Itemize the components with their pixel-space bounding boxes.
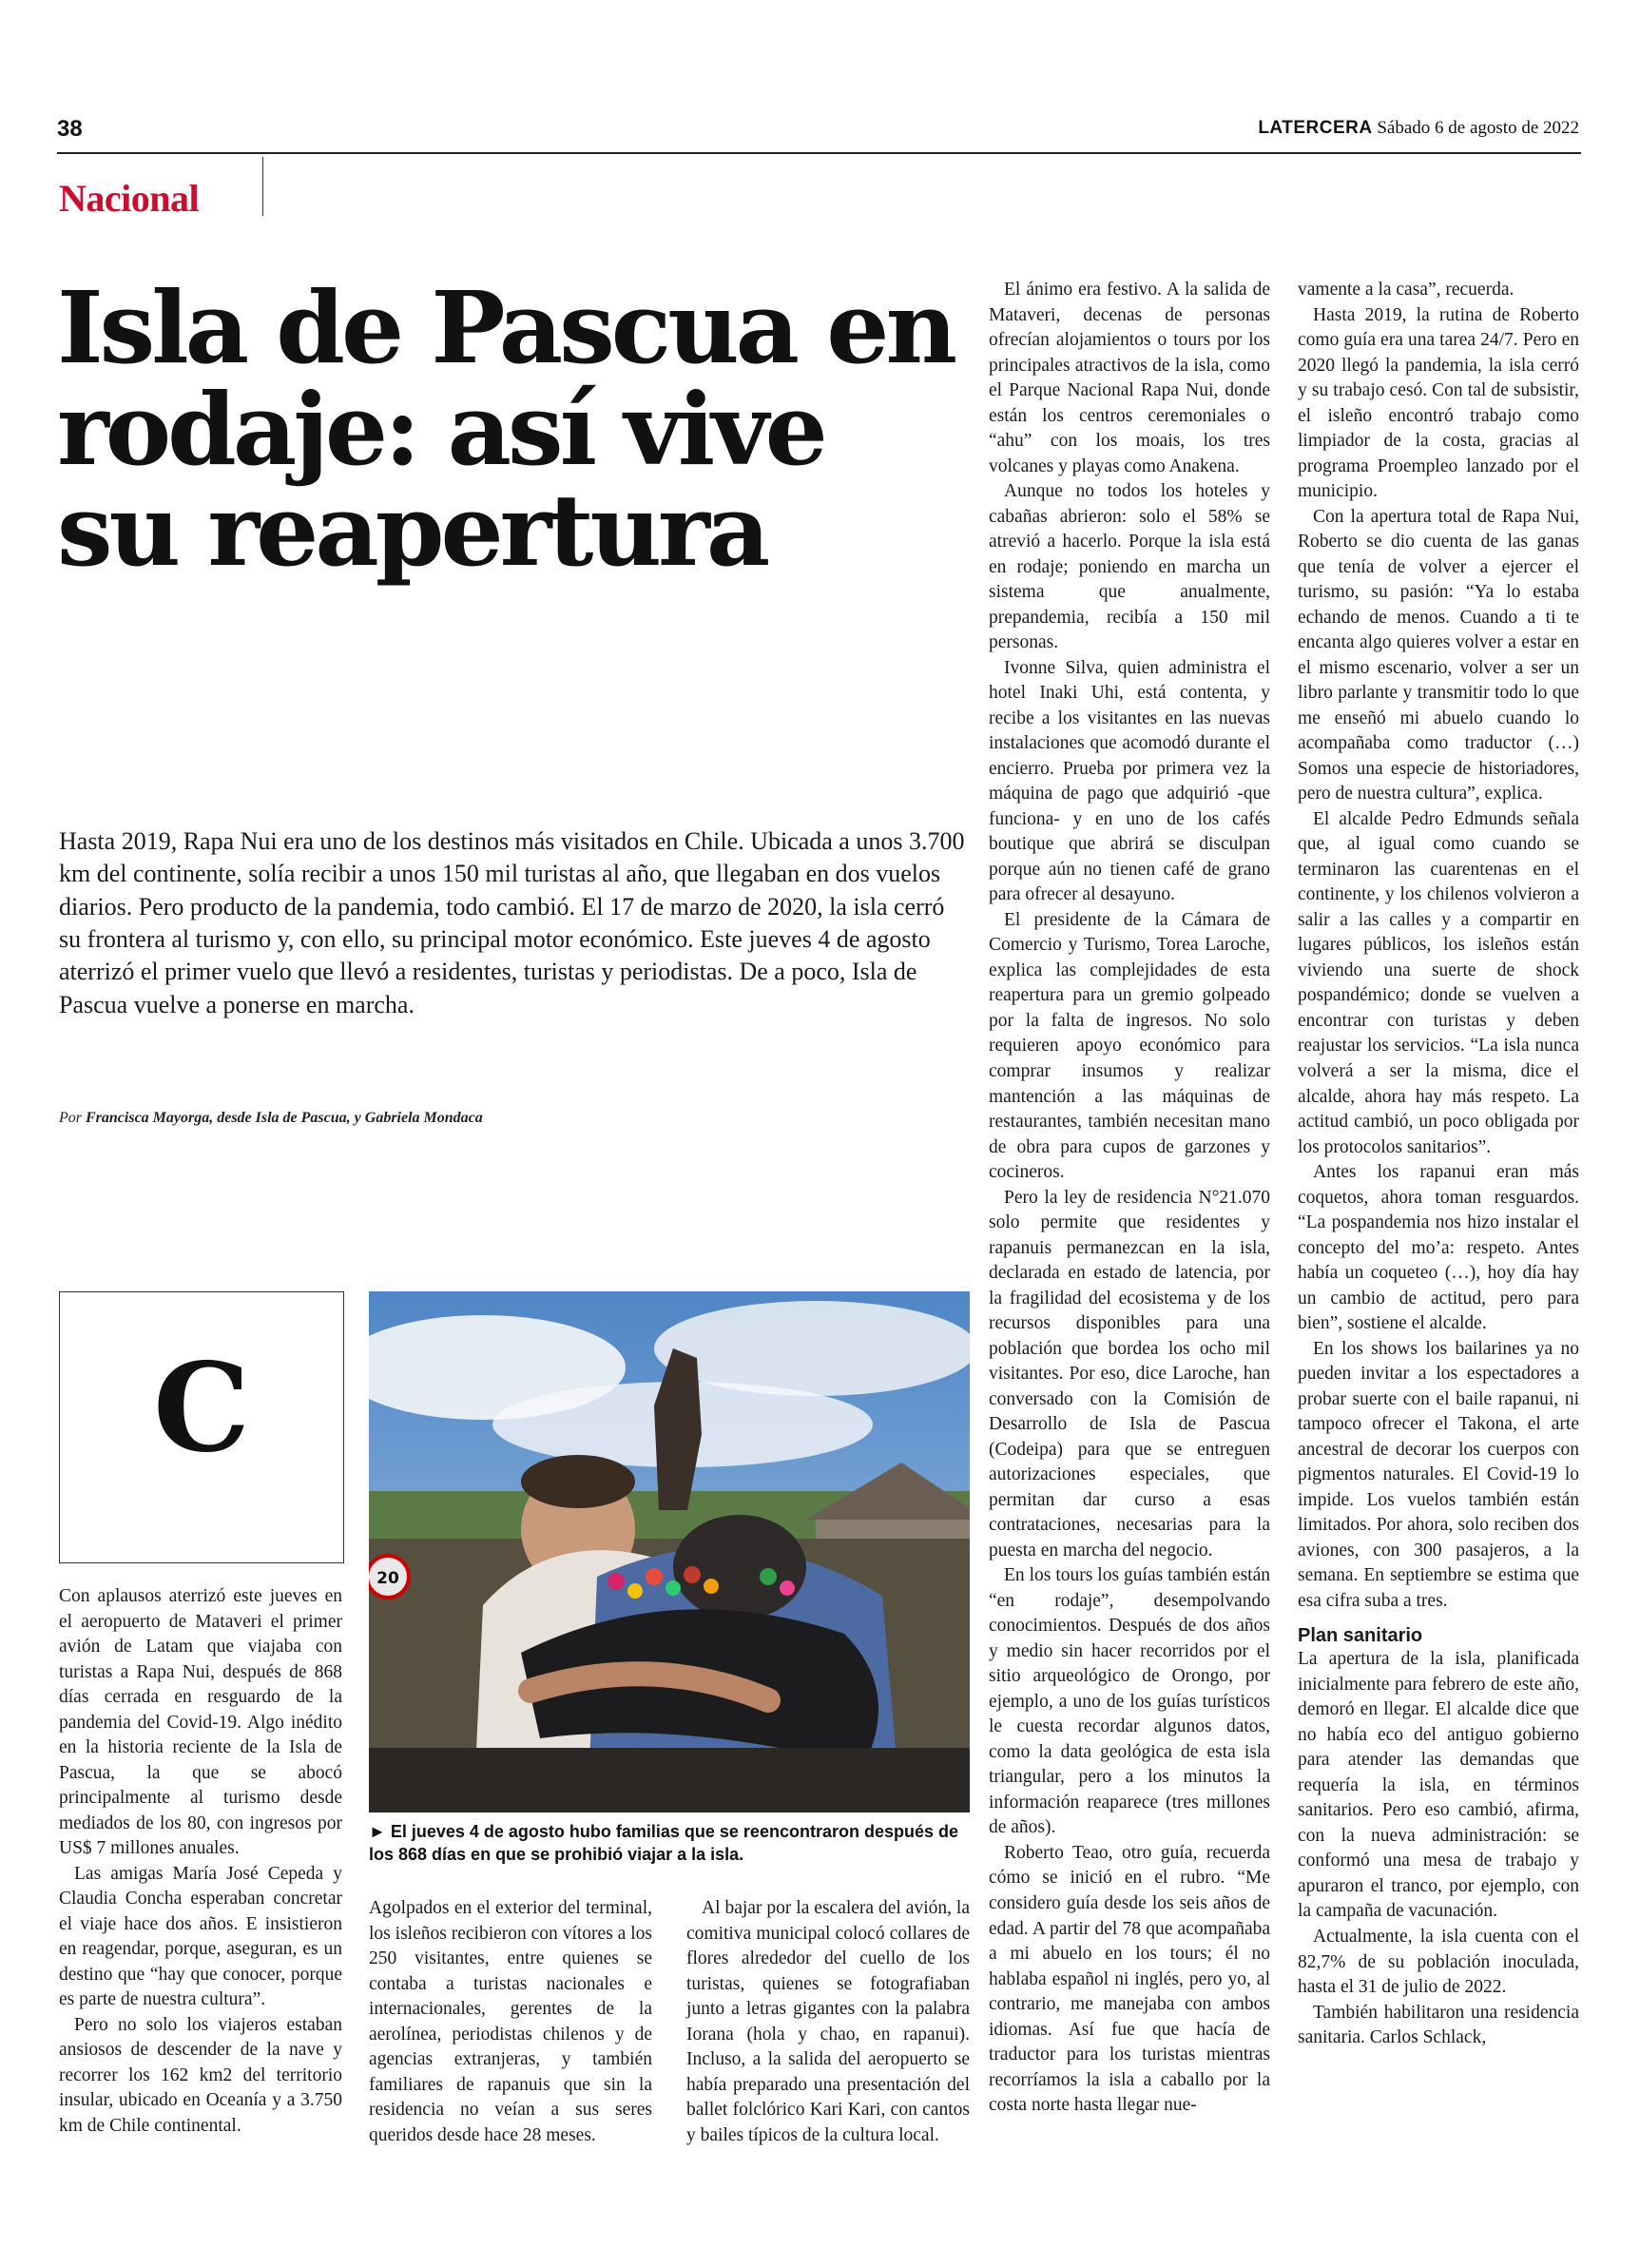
dropcap-box [59,1291,344,1563]
paragraph: Las amigas María José Cepeda y Claudia Concha esperaban concretar el viaje hace dos años. E insistieron en reagendar, porque, aseguran, es un destino que “hay que conocer, porque es parte de nuestra cultura”. [59,1863,342,2010]
masthead-brand: LATERCERA [1258,118,1373,138]
top-rule [57,152,1581,154]
paragraph: La apertura de la isla, planificada inicialmente para febrero de este año, demoró en llegar. El alcalde dice que no había eco del antiguo gobierno para atender las demandas que requería la isla, en términos sanitarios. Pero eso cambió, afirma, con la nueva administración: se conformó una mesa de trabajo y apuraron el tranco, por ejemplo, con la campaña de vacunación. [1298,1649,1579,1922]
column-2 [369,1896,652,2148]
paragraph: Con aplausos aterrizó este jueves en el aeropuerto de Mataveri el primer avión de Latam que viajaba con turistas a Rapa Nui, después de 868 días cerrada en resguardo de la pandemia del Covid-19. Algo inédito en la historia reciente de la Isla de Pascua, la que se abocó principalmente al turismo desde mediados de los 80, con ingresos por US$ 7 millones anuales. [59,1586,342,1859]
column-1 [59,1584,342,2139]
paragraph: Roberto Teao, otro guía, recuerda cómo se inició en el rubro. “Me considero guía desde los seis años de edad. A partir del 78 que acompañaba a mi abuelo en los tours; él no hablaba español ni inglés, pero yo, al contrario, me manejaba con ambos idiomas. Así fue que hacía de traductor para los turistas mientras recorríamos la isla a caballo por la costa norte hasta llegar nue- [989,1842,1270,2116]
headline: Isla de Pascua en rodaje: así vive su reapertura [57,269,955,590]
dropcap-letter: C [153,1337,250,1480]
photo-illustration [369,1291,970,1812]
page-number: 38 [57,116,83,142]
paragraph: Antes los rapanui eran más coquetos, ahora toman resguardos. “La pospandemia nos hizo instalar el concepto del mo’a: respeto. Antes había un coqueteo (…), hoy día hay un cambio de actitud, pero para bien”, sostiene el alcalde. [1298,1162,1579,1334]
paragraph: También habilitaron una residencia sanitaria. Carlos Schlack, [1298,2002,1579,2048]
paragraph: Aunque no todos los hoteles y cabañas abrieron: solo el 58% se atrevió a hacerlo. Porque la isla está en rodaje; poniendo en marcha un sistema que anualmente, prepandemia, recibía a 150 mil personas. [989,481,1270,653]
byline [59,1110,483,1127]
paragraph: Hasta 2019, la rutina de Roberto como guía era una tarea 24/7. Pero en 2020 llegó la pandemia, la isla cerró y su trabajo cesó. Con tal de subsistir, el isleño encontró trabajo como limpiador de la costa, gracias al programa Proempleo lanzado por el municipio. [1298,304,1579,502]
paragraph: Pero no solo los viajeros estaban ansiosos de descender de la nave y recorrer los 162 km2 del territorio insular, ubicado en Oceanía y a 3.750 km de Chile continental. [59,2014,342,2136]
paragraph: El alcalde Pedro Edmunds señala que, al igual como cuando se terminaron las cuarentenas en el continente, y los chilenos volvieron a salir a las calles y a compartir en lugares públicos, los isleños están viviendo una suerte de shock pospandémico; donde se vuelven a encontrar con turistas y deben reajustar los servicios. “La isla nunca volverá a ser la misma, dice el alcalde, ahora hay más respeto. La actitud cambió, un poco obligada por los protocolos sanitarios”. [1298,808,1579,1157]
paragraph: En los shows los bailarines ya no pueden invitar a los espectadores a probar suerte con el baile rapanui, ni tampoco ofrecer el Takona, el arte ancestral de decorar los cuerpos con pigmentos naturales. El Covid-19 lo impide. Los vuelos también están limitados. Por ahora, solo reciben dos aviones, con 300 pasajeros, a la semana. En septiembre se estima que esa cifra suba a tres. [1298,1338,1579,1611]
column-5 [1298,278,1579,2051]
speed-sign-number: 20 [376,1569,399,1588]
column-4 [989,278,1270,2119]
section-separator [262,157,263,216]
lead-paragraph: Hasta 2019, Rapa Nui era uno de los destinos más visitados en Chile. Ubicada a unos 3.700 km del continente, solía recibir a unos 150 mil turistas al año, que llegaban en dos vuelos diarios. Pero producto de la pandemia, todo cambió. El 17 de marzo de 2020, la isla cerró su frontera al turismo y, con ello, su principal motor económico. Este jueves 4 de agosto aterrizó el primer vuelo que llevó a residentes, turistas y periodistas. De a poco, Isla de Pascua vuelve a ponerse en marcha. [59,827,965,1018]
paragraph: En los tours los guías también están “en rodaje”, desempolvando conocimientos. Después de dos años y medio sin hacer recorridos por el sitio arqueológico de Orongo, por ejemplo, a uno de los guías turísticos le cuesta recordar algunos datos, como la data geológica de esta isla triangular, pero a los minutos la información reaparece (tres millones de años). [989,1565,1270,1838]
byline-prefix: Por [59,1110,82,1126]
paragraph: Actualmente, la isla cuenta con el 82,7% de su población inoculada, hasta el 31 de julio de 2022. [1298,1927,1579,1998]
paragraph: Con la apertura total de Rapa Nui, Roberto se dio cuenta de las ganas que tenía de volver a ejercer el turismo, su pasión: “Ya lo estaba echando de menos. Cuando a ti te encanta algo quieres volver a estar en el mismo escenario, volver a ser un libro parlante y transmitir todo lo que me enseñó mi abuelo cuando lo acompañaba como traductor (…) Somos una especie de historiadores, pero de nuestra cultura”, explica. [1298,506,1579,804]
section-label: Nacional [59,177,200,220]
paragraph: El ánimo era festivo. A la salida de Mataveri, decenas de personas ofrecían alojamientos o tours por los principales atractivos de la isla, como el Parque Nacional Rapa Nui, donde están los centros ceremoniales o “ahu” con los moais, los tres volcanes y playas como Anakena. [989,280,1270,476]
column-3 [686,1896,970,2148]
paragraph: Pero la ley de residencia N°21.070 solo permite que residentes y rapanuis permanezcan en la isla, declarada en estado de latencia, por la fragilidad del ecosistema y de los recursos disponibles para una población que bordea los ocho mil visitantes. Por eso, dice Laroche, han conversado con la Comisión de Desarrollo de Isla de Pascua (Codeipa) para que se entreguen autorizaciones especiales, que permitan dar curso a esas contrataciones, necesarias para la puesta en marcha del negocio. [989,1187,1270,1560]
byline-authors: Francisca Mayorga, desde Isla de Pascua, y Gabriela Mondaca [86,1110,483,1126]
paragraph: Agolpados en el exterior del terminal, los isleños recibieron con vítores a los 250 visitantes, entre quienes se contaba a turistas nacionales e internacionales, gerentes de la aerolínea, periodistas chilenos y de agencias extranjeras, y también familiares de rapanuis que sin la residencia no veían a sus seres queridos desde hace 28 meses. [369,1898,652,2145]
masthead-date: Sábado 6 de agosto de 2022 [1377,118,1579,138]
paragraph: El presidente de la Cámara de Comercio y Turismo, Torea Laroche, explica las complejidades de esta reapertura para un gremio golpeado por la falta de ingresos. No solo requieren apoyo económico para comprar insumos y realizar mantención a las máquinas de restaurantes, también necesitan mano de obra para cupos de garzones y cocineros. [989,909,1270,1183]
paragraph: Al bajar por la escalera del avión, la comitiva municipal colocó collares de flores alrededor del cuello de los turistas, quienes se fotografiaban junto a letras gigantes con la palabra Iorana (hola y chao, en rapanui). Incluso, a la salida del aeropuerto se había preparado una presentación del ballet folclórico Kari Kari, con cantos y bailes típicos de la cultura local. [686,1898,970,2145]
photo-caption: ► El jueves 4 de agosto hubo familias que se reencontraron después de los 868 días en que se prohibió viajar a la isla. [369,1822,958,1865]
news-photo [369,1291,970,1812]
subheading: Plan sanitario [1298,1625,1423,1647]
paragraph: Ivonne Silva, quien administra el hotel Inaki Uhi, está contenta, y recibe a los visitantes en las nuevas instalaciones que acomodó durante el encierro. Prueba por primera vez la máquina de pago que adquirió -que funciona- y en uno de los cafés boutique que abrirá se disculpan porque aún no tienen café de grano para ofrecer al desayuno. [989,657,1270,905]
masthead [1258,118,1579,139]
paragraph: vamente a la casa”, recuerda. [1298,280,1515,300]
